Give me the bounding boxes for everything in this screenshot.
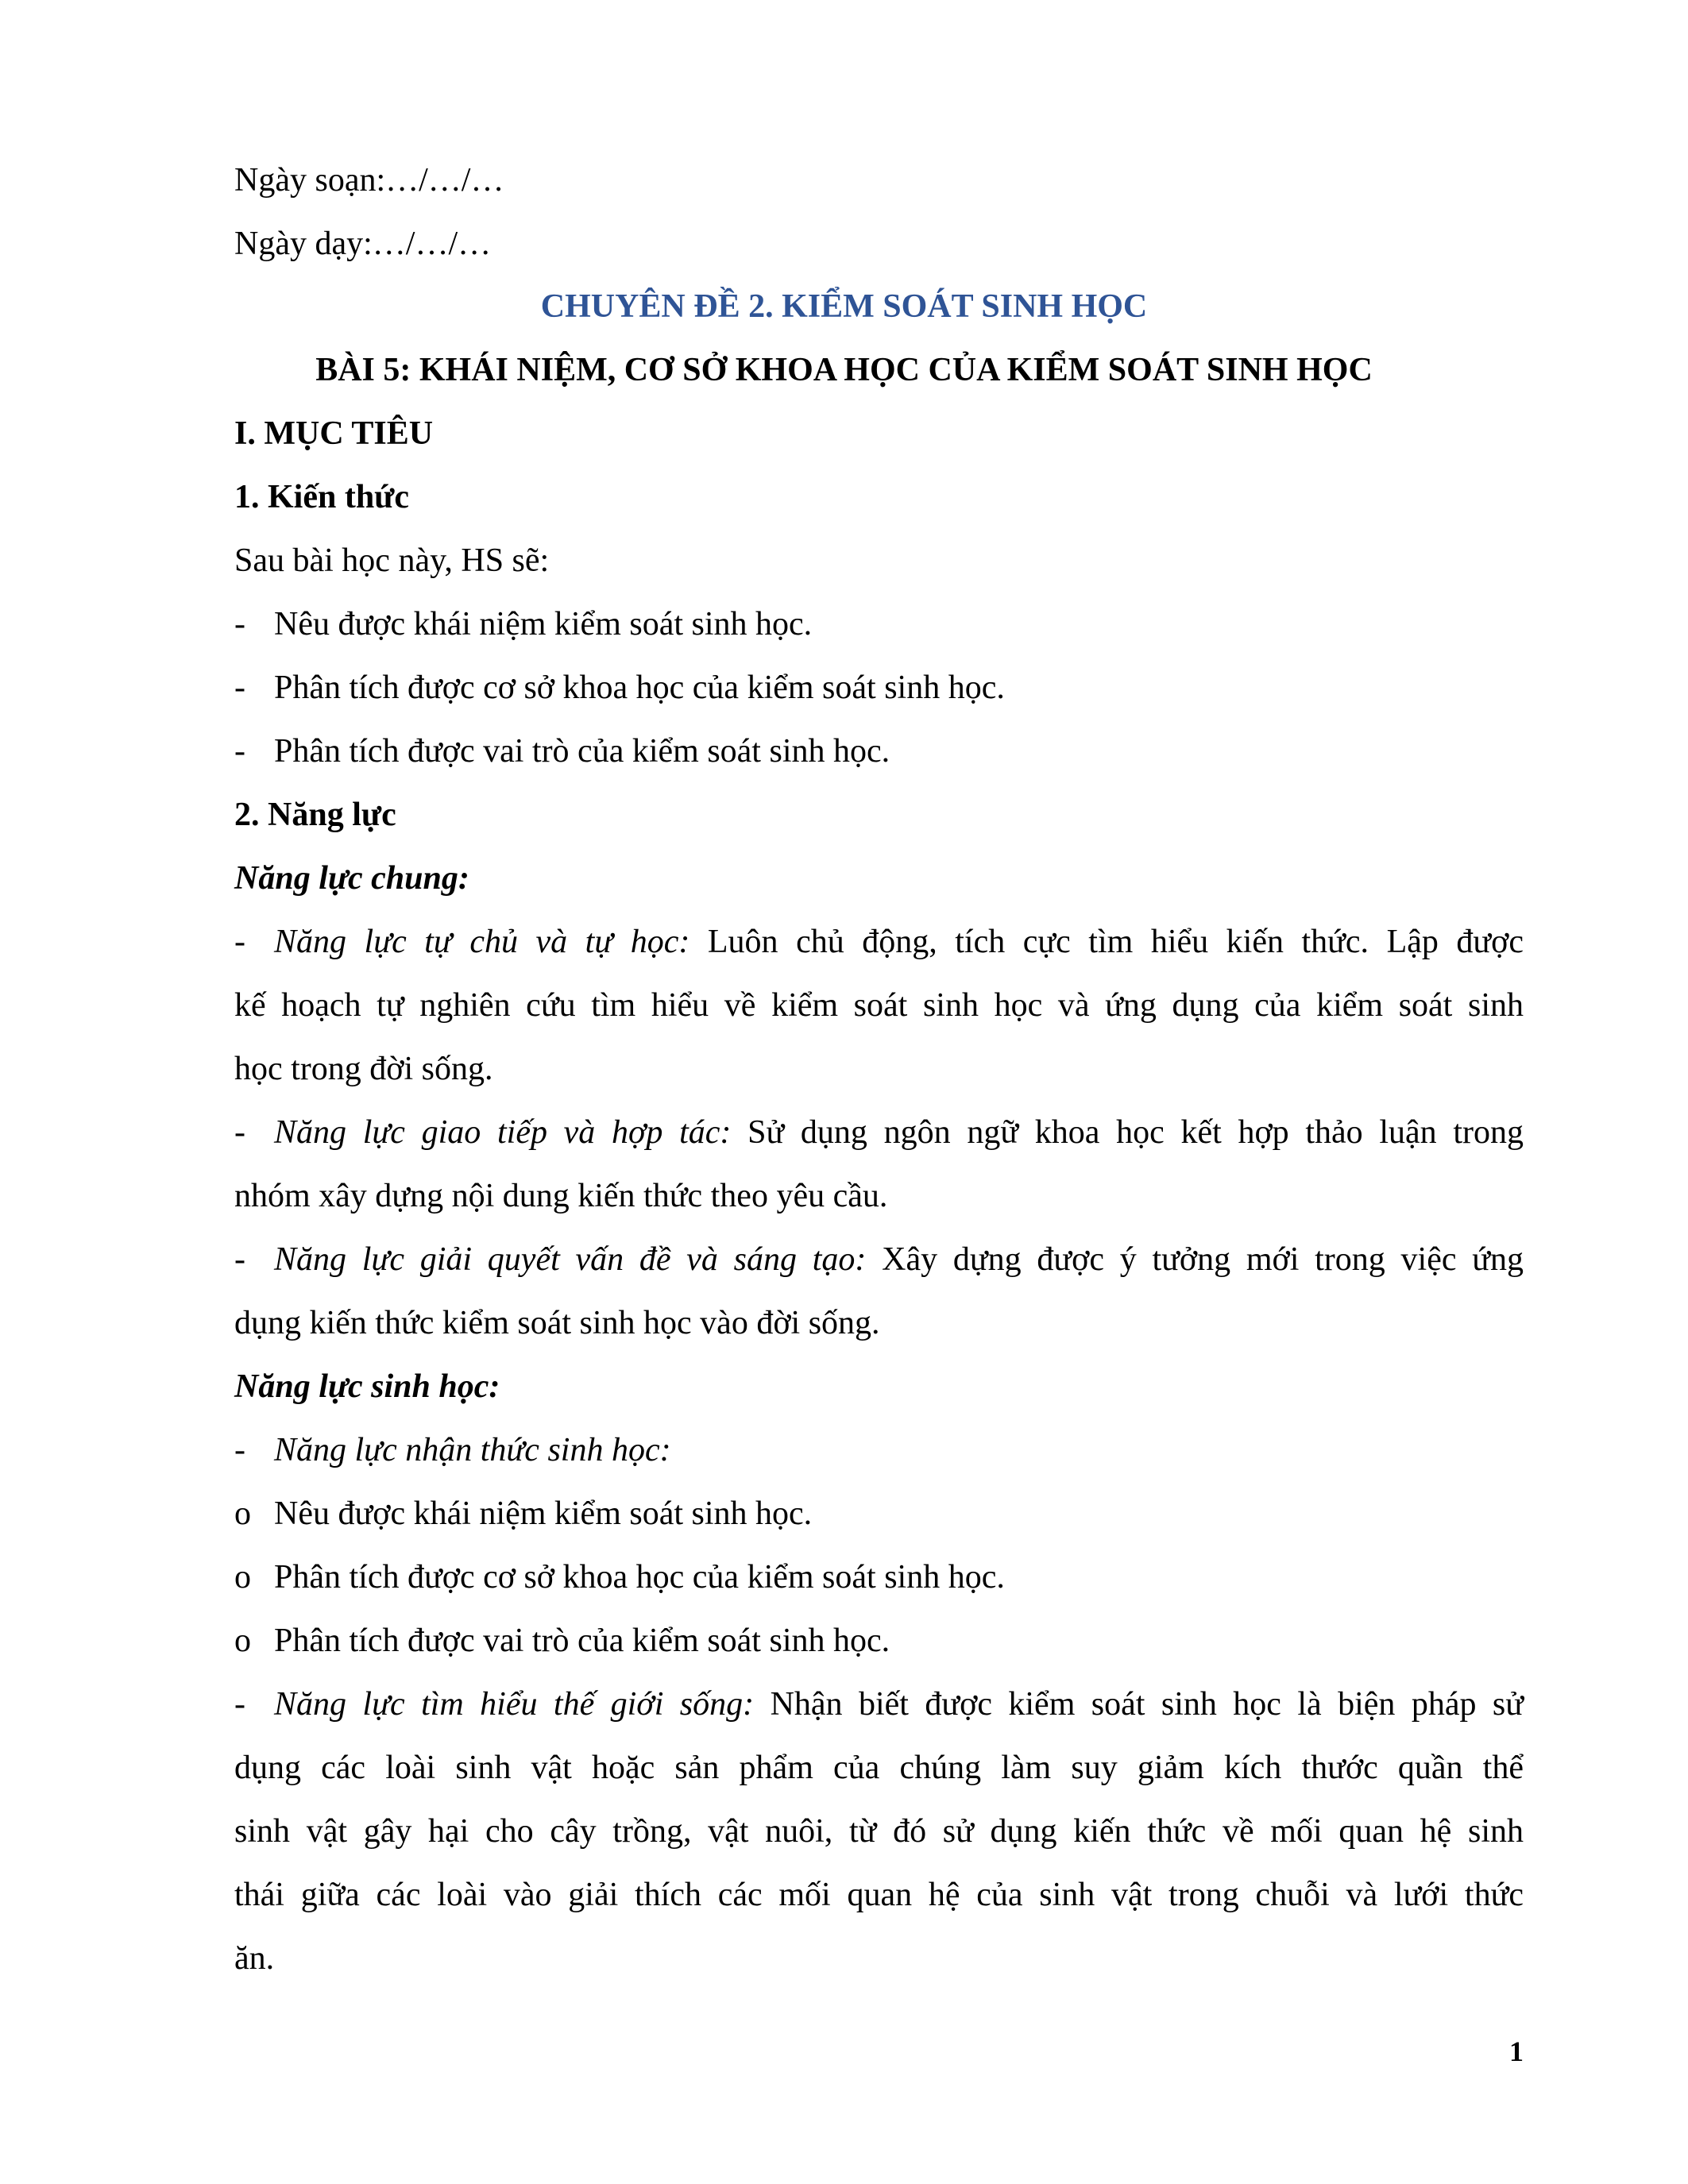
prep-date: Ngày soạn:…/…/…	[234, 162, 504, 199]
cognition-subitem: o Phân tích được vai trò của kiểm soát sinh học.	[234, 1619, 890, 1663]
teach-date: Ngày dạy:…/…/…	[234, 226, 492, 262]
general-competency-line: nhóm xây dựng nội dung kiến thức theo yêu cầu.	[234, 1178, 888, 1214]
circle-bullet: o	[234, 1623, 251, 1659]
dash-bullet: -	[234, 1241, 245, 1278]
dash-bullet: -	[234, 1432, 245, 1468]
knowledge-item: - Phân tích được cơ sở khoa học của kiểm soát sinh học.	[234, 666, 1005, 710]
competency-label: Năng lực giải quyết vấn đề và sáng tạo:	[274, 1241, 867, 1278]
biology-explore-line: sinh vật gây hại cho cây trồng, vật nuôi, từ đó sử dụng kiến thức về mối quan hệ sinh	[234, 1813, 1524, 1850]
dash-bullet: -	[234, 924, 245, 960]
general-competency-item: - Năng lực tự chủ và tự học: Luôn chủ động, tích cực tìm hiểu kiến thức. Lập được	[234, 920, 1524, 964]
general-competency-line: học trong đời sống.	[234, 1051, 493, 1087]
competency-label: Năng lực nhận thức sinh học:	[274, 1432, 671, 1468]
dash-bullet: -	[234, 1686, 245, 1723]
page-number: 1	[1509, 2035, 1524, 2067]
biology-explore-line: thái giữa các loài vào giải thích các mối quan hệ của sinh vật trong chuỗi và lưới thức	[234, 1877, 1524, 1913]
knowledge-heading: 1. Kiến thức	[234, 479, 410, 515]
competency-label: Năng lực tự chủ và tự học:	[274, 924, 690, 960]
knowledge-intro: Sau bài học này, HS sẽ:	[234, 542, 550, 579]
dash-bullet: -	[234, 606, 245, 642]
knowledge-item: - Nêu được khái niệm kiểm soát sinh học.	[234, 602, 812, 646]
biology-explore-line: ăn.	[234, 1940, 275, 1977]
topic-title: CHUYÊN ĐỀ 2. KIỂM SOÁT SINH HỌC	[540, 288, 1148, 325]
general-competency-line: dụng kiến thức kiểm soát sinh học vào đời sống.	[234, 1305, 880, 1341]
competency-label: Năng lực giao tiếp và hợp tác:	[274, 1114, 732, 1151]
dash-bullet: -	[234, 733, 245, 770]
competency-label: Năng lực tìm hiểu thế giới sống:	[274, 1686, 755, 1723]
biology-explore-line: dụng các loài sinh vật hoặc sản phẩm của chúng làm suy giảm kích thước quần thể	[234, 1750, 1524, 1786]
circle-bullet: o	[234, 1559, 251, 1596]
objectives-heading: I. MỤC TIÊU	[234, 415, 434, 452]
general-competency-item: - Năng lực giao tiếp và hợp tác: Sử dụng ngôn ngữ khoa học kết hợp thảo luận trong	[234, 1110, 1524, 1155]
lesson-title: BÀI 5: KHÁI NIỆM, CƠ SỞ KHOA HỌC CỦA KIỂM SOÁT SINH HỌC	[315, 352, 1373, 388]
biology-cognition-item	[234, 1428, 671, 1472]
circle-bullet: o	[234, 1495, 251, 1532]
biology-explore-item: - Năng lực tìm hiểu thế giới sống: Nhận biết được kiểm soát sinh học là biện pháp sử	[234, 1682, 1524, 1727]
biology-competency-heading: Năng lực sinh học:	[234, 1368, 500, 1405]
general-competency-item: - Năng lực giải quyết vấn đề và sáng tạo: Xây dựng được ý tưởng mới trong việc ứng	[234, 1237, 1524, 1282]
cognition-subitem: o Nêu được khái niệm kiểm soát sinh học.	[234, 1491, 812, 1536]
competency-heading: 2. Năng lực	[234, 797, 396, 833]
dash-bullet: -	[234, 669, 245, 706]
general-competency-heading: Năng lực chung:	[234, 860, 469, 897]
general-competency-line: kế hoạch tự nghiên cứu tìm hiểu về kiểm soát sinh học và ứng dụng của kiểm soát sinh	[234, 987, 1524, 1024]
dash-bullet: -	[234, 1114, 245, 1151]
knowledge-item: - Phân tích được vai trò của kiểm soát sinh học.	[234, 729, 890, 774]
cognition-subitem: o Phân tích được cơ sở khoa học của kiểm soát sinh học.	[234, 1555, 1005, 1599]
